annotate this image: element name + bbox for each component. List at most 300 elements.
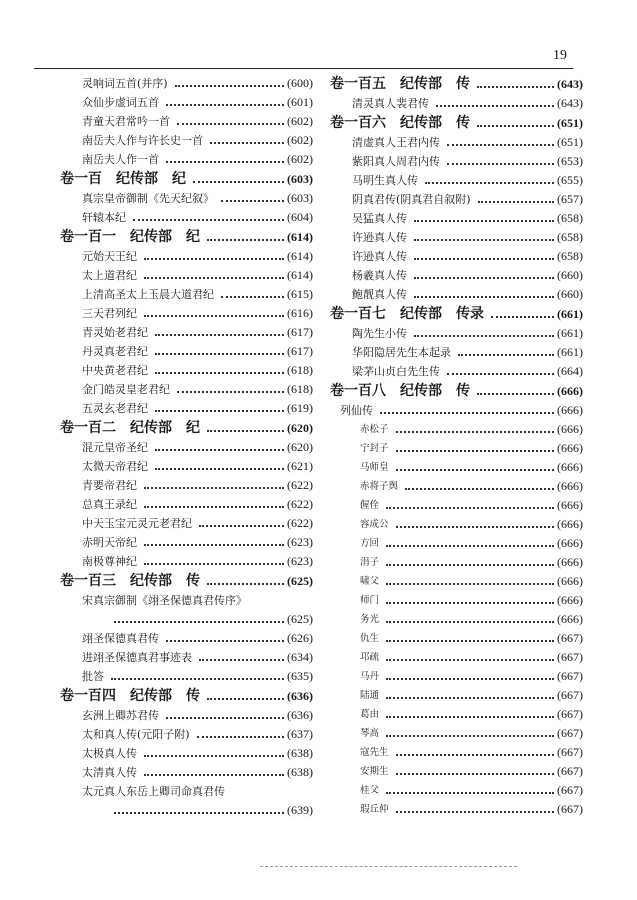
- dot-leader: [207, 239, 284, 241]
- toc-entry-title: 琴高: [360, 728, 380, 739]
- dot-leader: [396, 773, 554, 775]
- toc-entry: [60, 495, 313, 514]
- toc-page-number: (666): [557, 422, 583, 436]
- toc-entry-title: 南岳夫人作与许长史一首: [82, 134, 203, 147]
- dot-leader: [144, 315, 284, 317]
- toc-entry: [330, 285, 583, 304]
- toc-page-number: (602): [287, 114, 313, 128]
- toc-entry: [60, 591, 313, 610]
- dot-leader: [144, 544, 284, 546]
- toc-entry: [60, 782, 313, 801]
- dot-leader: [386, 545, 554, 547]
- dot-leader: [221, 200, 284, 202]
- toc-entry: [60, 744, 313, 763]
- toc-page-number: (636): [287, 689, 313, 703]
- toc-page-number: (664): [557, 364, 583, 378]
- toc-entry: [60, 131, 313, 150]
- dot-leader: [207, 698, 284, 700]
- dot-leader: [386, 602, 554, 604]
- dot-leader: [166, 161, 284, 163]
- toc-left-column: [60, 74, 313, 820]
- toc-entry-title: 五灵玄老君纪: [82, 402, 148, 415]
- toc-entry: [60, 150, 313, 169]
- toc-entry: [330, 496, 583, 515]
- toc-entry-title: 清虚真人王君内传: [352, 136, 440, 149]
- toc-entry: [60, 629, 313, 648]
- dot-leader: [144, 487, 284, 489]
- toc-entry-title: 容成公: [360, 519, 389, 530]
- toc-entry: [330, 247, 583, 266]
- toc-entry-title: 涓子: [360, 557, 380, 568]
- toc-page-number: (622): [287, 497, 313, 511]
- toc-entry-title: 翊圣保德真君传: [82, 632, 159, 645]
- toc-entry: [60, 801, 313, 820]
- dot-leader: [144, 774, 284, 776]
- toc-entry: [60, 361, 313, 380]
- toc-entry-title: 宋真宗御制《翊圣保德真君传序》: [82, 594, 247, 607]
- toc-entry: [60, 706, 313, 725]
- toc-page-number: (621): [287, 459, 313, 473]
- toc-entry: [60, 399, 313, 418]
- toc-page-number: (657): [557, 192, 583, 206]
- toc-page-number: (600): [287, 76, 313, 90]
- toc-entry: [60, 457, 313, 476]
- toc-entry-title: 陆通: [360, 690, 380, 701]
- dot-leader: [414, 258, 554, 260]
- toc-entry-title: 卷一百一 纪传部 纪: [60, 229, 200, 245]
- dot-leader: [221, 296, 284, 298]
- dot-leader: [207, 430, 284, 432]
- toc-entry-title: 安期生: [360, 766, 389, 777]
- toc-entry: [330, 667, 583, 686]
- toc-entry: [330, 686, 583, 705]
- toc-entry: [330, 324, 583, 343]
- toc-entry: [60, 342, 313, 361]
- toc-page-number: (667): [557, 707, 583, 721]
- toc-entry-title: 啸父: [360, 576, 380, 587]
- toc-page-number: (622): [287, 516, 313, 530]
- dot-leader: [386, 640, 554, 642]
- dot-leader: [396, 526, 554, 528]
- toc-page-number: (617): [287, 344, 313, 358]
- toc-volume-heading: [330, 113, 583, 133]
- dot-leader: [414, 296, 554, 298]
- toc-entry-title: 仇生: [360, 633, 380, 644]
- toc-page-number: (602): [287, 133, 313, 147]
- dot-leader: [144, 755, 284, 757]
- toc-page-number: (666): [557, 384, 583, 398]
- toc-page-number: (660): [557, 287, 583, 301]
- toc-entry-title: 卷一百七 纪传部 传录: [330, 306, 484, 322]
- toc-entry-title: 寇先生: [360, 747, 389, 758]
- toc-page-number: (643): [557, 96, 583, 110]
- dot-leader: [199, 659, 284, 661]
- dot-leader: [155, 468, 284, 470]
- toc-entry: [60, 763, 313, 782]
- toc-entry-title: 太清真人传: [82, 766, 137, 779]
- toc-volume-heading: [60, 571, 313, 591]
- toc-entry: [330, 572, 583, 591]
- toc-page-number: (603): [287, 172, 313, 186]
- toc-entry-title: 华阳隐居先生本起录: [352, 346, 451, 359]
- toc-page-number: (661): [557, 326, 583, 340]
- dot-leader: [405, 488, 554, 490]
- toc-page-number: (623): [287, 554, 313, 568]
- dot-leader: [396, 811, 554, 813]
- toc-entry-title: 南岳夫人作一首: [82, 153, 159, 166]
- toc-page-number: (602): [287, 152, 313, 166]
- toc-entry-title: 灵响词五首(并序): [82, 77, 168, 90]
- toc-entry-title: 三天君列纪: [82, 307, 137, 320]
- toc-volume-heading: [60, 418, 313, 438]
- toc-entry-title: 太微天帝君纪: [82, 460, 148, 473]
- dot-leader: [386, 792, 554, 794]
- dot-leader: [166, 640, 284, 642]
- dot-leader: [396, 754, 554, 756]
- dot-leader: [396, 469, 554, 471]
- toc-page-number: (636): [287, 708, 313, 722]
- toc-volume-heading: [60, 169, 313, 189]
- toc-entry-title: 桂父: [360, 785, 380, 796]
- toc-page-number: (620): [287, 440, 313, 454]
- dot-leader: [414, 277, 554, 279]
- toc-entry: [60, 208, 313, 227]
- dot-leader: [386, 659, 554, 661]
- toc-entry-title: 偓佺: [360, 500, 380, 511]
- toc-page-number: (603): [287, 191, 313, 205]
- toc-page-number: (623): [287, 535, 313, 549]
- toc-entry: [330, 743, 583, 762]
- toc-page-number: (667): [557, 764, 583, 778]
- toc-entry-title: 太元真人东岳上卿司命真君传: [82, 785, 225, 798]
- dot-leader: [177, 391, 284, 393]
- toc-entry: [60, 285, 313, 304]
- dot-leader: [155, 410, 284, 412]
- toc-entry: [330, 133, 583, 152]
- toc-entry-title: 宁封子: [360, 443, 389, 454]
- toc-entry: [330, 724, 583, 743]
- toc-page-number: (651): [557, 116, 583, 130]
- toc-entry-title: 南极尊神纪: [82, 555, 137, 568]
- toc-entry-title: 列仙传: [340, 404, 373, 417]
- bottom-rule: [260, 866, 517, 867]
- dot-leader: [144, 563, 284, 565]
- dot-leader: [436, 105, 554, 107]
- toc-entry-title: 许逊真人传: [352, 231, 407, 244]
- dot-leader: [477, 393, 554, 395]
- toc-entry-title: 梁茅山贞白先生传: [352, 365, 440, 378]
- toc-entry: [60, 514, 313, 533]
- toc-page-number: (660): [557, 268, 583, 282]
- dot-leader: [386, 564, 554, 566]
- toc-page-number: (634): [287, 650, 313, 664]
- toc-page-number: (619): [287, 401, 313, 415]
- toc-page-number: (666): [557, 536, 583, 550]
- toc-entry: [330, 228, 583, 247]
- toc-entry-title: 批答: [82, 670, 104, 683]
- toc-entry: [330, 209, 583, 228]
- dot-leader: [386, 735, 554, 737]
- toc-entry-title: 卷一百 纪传部 纪: [60, 171, 186, 187]
- dot-leader: [477, 86, 554, 88]
- dot-leader: [155, 353, 284, 355]
- toc-volume-heading: [330, 74, 583, 94]
- toc-page-number: (666): [557, 498, 583, 512]
- toc-entry-title: 鲍靓真人传: [352, 288, 407, 301]
- toc-entry-title: 众仙步虚词五首: [82, 96, 159, 109]
- toc-entry-title: 太极真人传: [82, 747, 137, 760]
- toc-page-number: (666): [557, 574, 583, 588]
- toc-entry: [330, 152, 583, 171]
- toc-page-number: (658): [557, 230, 583, 244]
- dot-leader: [380, 412, 554, 414]
- toc-entry: [330, 362, 583, 381]
- toc-entry: [60, 247, 313, 266]
- toc-entry-title: 马明生真人传: [352, 174, 418, 187]
- dot-leader: [144, 258, 284, 260]
- toc-entry: [60, 112, 313, 131]
- toc-entry: [330, 800, 583, 819]
- toc-entry-title: 陶先生小传: [352, 327, 407, 340]
- toc-entry: [330, 401, 583, 420]
- toc-entry: [330, 610, 583, 629]
- dot-leader: [207, 583, 284, 585]
- dot-leader: [197, 736, 284, 738]
- toc-page-number: (653): [557, 154, 583, 168]
- toc-entry: [60, 438, 313, 457]
- toc-entry: [330, 171, 583, 190]
- toc-page-number: (638): [287, 765, 313, 779]
- dot-leader: [111, 678, 284, 680]
- toc-entry: [60, 725, 313, 744]
- toc-page-number: (655): [557, 173, 583, 187]
- dot-leader: [175, 85, 284, 87]
- toc-page-number: (638): [287, 746, 313, 760]
- toc-entry-title: 元始天王纪: [82, 250, 137, 263]
- toc-page-number: (658): [557, 249, 583, 263]
- toc-entry: [330, 420, 583, 439]
- toc-entry-title: 青要帝君纪: [82, 479, 137, 492]
- toc-entry-title: 卷一百四 纪传部 传: [60, 688, 200, 704]
- dot-leader: [386, 507, 554, 509]
- toc-entry: [60, 189, 313, 208]
- dot-leader: [386, 678, 554, 680]
- toc-page-number: (651): [557, 135, 583, 149]
- toc-page-number: (614): [287, 268, 313, 282]
- dot-leader: [414, 335, 554, 337]
- toc-entry-title: 赤明天帝纪: [82, 536, 137, 549]
- toc-entry: [330, 94, 583, 113]
- toc-entry: [60, 552, 313, 571]
- dot-leader: [166, 104, 284, 106]
- toc-entry-title: 丹灵真老君纪: [82, 345, 148, 358]
- toc-entry-title: 师门: [360, 595, 380, 606]
- toc-page-number: (666): [557, 460, 583, 474]
- toc-entry-title: 吴猛真人传: [352, 212, 407, 225]
- toc-entry: [330, 629, 583, 648]
- dot-leader: [491, 316, 554, 318]
- toc-entry: [60, 323, 313, 342]
- toc-page-number: (667): [557, 631, 583, 645]
- toc-entry-title: 赤松子: [360, 424, 389, 435]
- dot-leader: [144, 506, 284, 508]
- toc-entry: [330, 477, 583, 496]
- toc-page-number: (620): [287, 421, 313, 435]
- toc-entry-title: 务光: [360, 614, 380, 625]
- toc-entry-title: 瑕丘仲: [360, 804, 389, 815]
- toc-page-number: (601): [287, 95, 313, 109]
- toc-entry-title: 清灵真人裴君传: [352, 97, 429, 110]
- toc-entry-title: 轩辕本纪: [82, 211, 126, 224]
- dot-leader: [193, 181, 284, 183]
- toc-entry-title: 中天玉宝元灵元老君纪: [82, 517, 192, 530]
- toc-entry: [330, 266, 583, 285]
- dot-leader: [386, 621, 554, 623]
- toc-page-number: (614): [287, 249, 313, 263]
- toc-volume-heading: [60, 686, 313, 706]
- toc-page-number: (661): [557, 307, 583, 321]
- toc-page-number: (666): [557, 555, 583, 569]
- toc-entry: [330, 439, 583, 458]
- toc-entry-title: 方回: [360, 538, 380, 549]
- toc-entry-title: 进翊圣保德真君事迹表: [82, 651, 192, 664]
- toc-entry: [330, 591, 583, 610]
- toc-page-number: (618): [287, 363, 313, 377]
- toc-entry-title: 金门皓灵皇老君纪: [82, 383, 170, 396]
- toc-page-number: (626): [287, 631, 313, 645]
- dot-leader: [396, 450, 554, 452]
- toc-entry: [60, 533, 313, 552]
- dot-leader: [386, 697, 554, 699]
- toc-entry-title: 卷一百八 纪传部 传: [330, 383, 470, 399]
- toc-entry: [60, 476, 313, 495]
- toc-page-number: (667): [557, 745, 583, 759]
- toc-entry-title: 卷一百二 纪传部 纪: [60, 420, 200, 436]
- toc-entry-title: 许逊真人传: [352, 250, 407, 263]
- toc-entry-title: 马师皇: [360, 462, 389, 473]
- dot-leader: [414, 239, 554, 241]
- toc-entry: [60, 74, 313, 93]
- toc-page-number: (667): [557, 802, 583, 816]
- toc-entry-title: 上清高圣太上玉晨大道君纪: [82, 288, 214, 301]
- toc-page-number: (666): [557, 441, 583, 455]
- toc-page-number: (616): [287, 306, 313, 320]
- dot-leader: [386, 583, 554, 585]
- toc-entry: [60, 93, 313, 112]
- dot-leader: [477, 125, 554, 127]
- toc-entry: [60, 610, 313, 629]
- toc-page-number: (637): [287, 727, 313, 741]
- toc-entry: [330, 515, 583, 534]
- toc-entry-title: 杨羲真人传: [352, 269, 407, 282]
- dot-leader: [177, 123, 284, 125]
- toc-entry: [330, 458, 583, 477]
- toc-entry-title: 卷一百三 纪传部 传: [60, 573, 200, 589]
- dot-leader: [458, 354, 554, 356]
- toc-page-number: (667): [557, 669, 583, 683]
- toc-entry-title: 邛疏: [360, 652, 380, 663]
- toc-volume-heading: [330, 381, 583, 401]
- toc-entry: [330, 343, 583, 362]
- toc-entry-title: 葛由: [360, 709, 380, 720]
- toc-page-number: (625): [287, 612, 313, 626]
- toc-entry-title: 青童天君常吟一首: [82, 115, 170, 128]
- toc-entry-title: 卷一百五 纪传部 传: [330, 76, 470, 92]
- toc-entry-title: 中央黄老君纪: [82, 364, 148, 377]
- toc-entry-title: 太和真人传(元阳子附): [82, 728, 190, 741]
- dot-leader: [447, 373, 554, 375]
- toc-entry: [330, 190, 583, 209]
- toc-page-number: (604): [287, 210, 313, 224]
- dot-leader: [447, 163, 554, 165]
- dot-leader: [114, 621, 284, 623]
- toc-page-number: (661): [557, 345, 583, 359]
- toc-page-number: (614): [287, 230, 313, 244]
- toc-page-number: (618): [287, 382, 313, 396]
- dot-leader: [425, 182, 554, 184]
- dot-leader: [144, 277, 284, 279]
- dot-leader: [478, 201, 554, 203]
- toc-page-number: (667): [557, 688, 583, 702]
- toc-entry: [60, 266, 313, 285]
- dot-leader: [447, 144, 554, 146]
- page-number: 19: [553, 48, 567, 63]
- toc-entry-title: 阴真君传(阴真君自叙附): [352, 193, 471, 206]
- toc-entry: [60, 667, 313, 686]
- toc-entry-title: 赤将子舆: [360, 481, 399, 492]
- toc-entry: [60, 304, 313, 323]
- toc-page-number: (639): [287, 803, 313, 817]
- toc-entry-title: 真宗皇帝御制《先天纪叙》: [82, 192, 214, 205]
- toc-entry-title: 紫阳真人周君内传: [352, 155, 440, 168]
- toc-entry: [330, 705, 583, 724]
- toc-entry: [60, 380, 313, 399]
- dot-leader: [414, 220, 554, 222]
- toc-entry-title: 太上道君纪: [82, 269, 137, 282]
- toc-entry-title: 混元皇帝圣纪: [82, 441, 148, 454]
- toc-entry: [330, 648, 583, 667]
- toc-entry: [330, 534, 583, 553]
- top-rule: [34, 68, 573, 69]
- dot-leader: [386, 716, 554, 718]
- toc-page-number: (667): [557, 726, 583, 740]
- dot-leader: [166, 717, 284, 719]
- toc-page-number: (635): [287, 669, 313, 683]
- dot-leader: [199, 525, 284, 527]
- dot-leader: [155, 334, 284, 336]
- dot-leader: [133, 219, 284, 221]
- toc-page-number: (667): [557, 783, 583, 797]
- toc-right-column: [330, 74, 583, 819]
- toc-page-number: (622): [287, 478, 313, 492]
- toc-page-number: (625): [287, 574, 313, 588]
- toc-page-number: (666): [557, 403, 583, 417]
- toc-entry-title: 卷一百六 纪传部 传: [330, 115, 470, 131]
- toc-entry: [330, 553, 583, 572]
- toc-entry: [60, 648, 313, 667]
- toc-volume-heading: [330, 304, 583, 324]
- toc-page-number: (617): [287, 325, 313, 339]
- toc-entry: [330, 762, 583, 781]
- dot-leader: [155, 449, 284, 451]
- dot-leader: [210, 142, 284, 144]
- toc-page-number: (666): [557, 517, 583, 531]
- toc-page-number: (667): [557, 650, 583, 664]
- toc-entry-title: 总真王录纪: [82, 498, 137, 511]
- toc-page-number: (666): [557, 612, 583, 626]
- dot-leader: [155, 372, 284, 374]
- toc-page-number: (666): [557, 593, 583, 607]
